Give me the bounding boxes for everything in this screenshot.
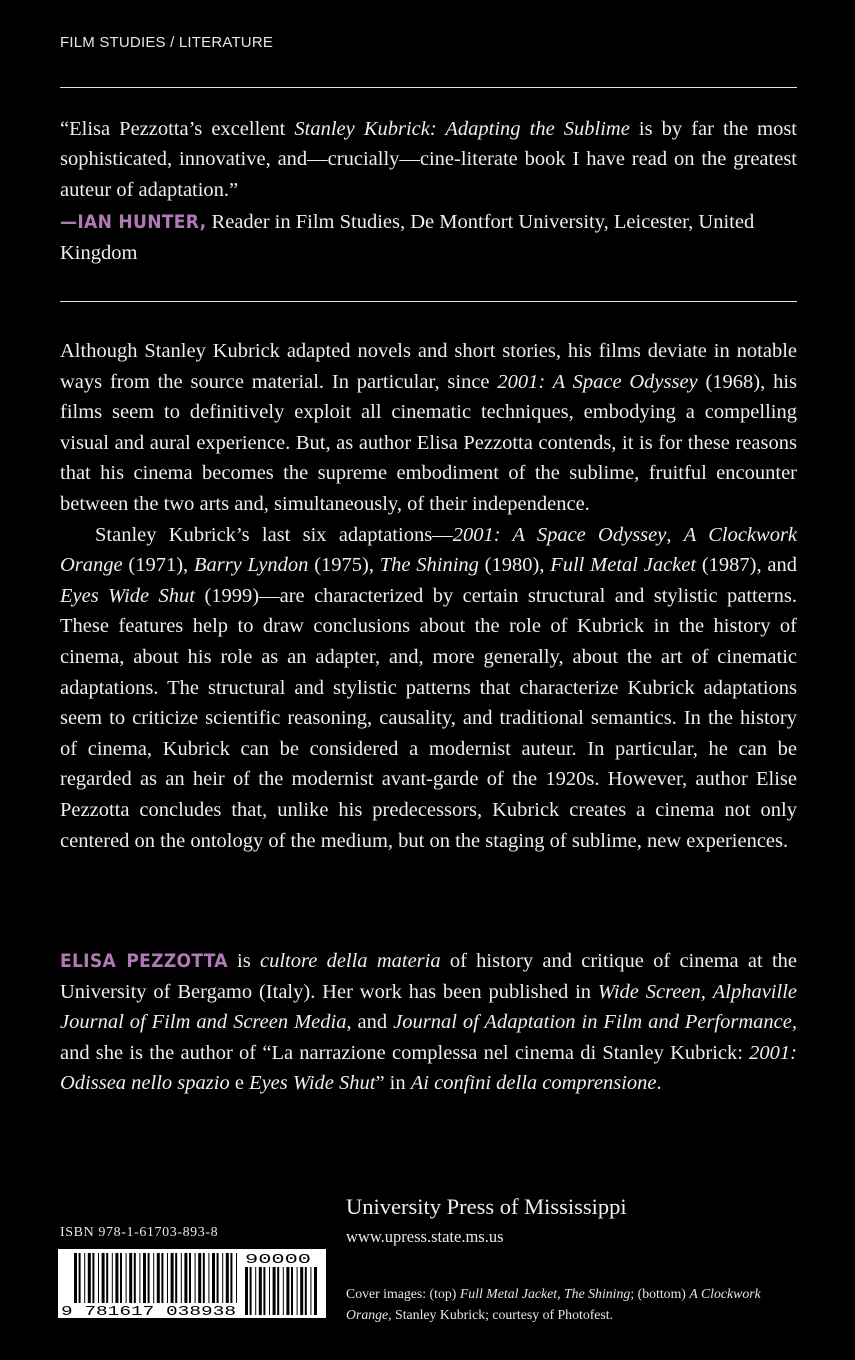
barcode-bar — [310, 1267, 311, 1315]
barcode-bar — [277, 1267, 279, 1315]
barcode-bar — [198, 1253, 201, 1303]
barcode-bar — [106, 1253, 108, 1303]
barcode-graphic — [58, 1249, 326, 1318]
category-label: FILM STUDIES / LITERATURE — [60, 34, 274, 51]
barcode-bar — [255, 1267, 256, 1315]
barcode-bar — [92, 1253, 94, 1303]
barcode-bar — [143, 1253, 146, 1303]
barcode-bar — [226, 1253, 229, 1303]
barcode-bar — [157, 1253, 160, 1303]
barcode-bar — [283, 1267, 284, 1315]
barcode-bar — [195, 1253, 196, 1303]
barcode-bar — [98, 1253, 99, 1303]
divider-top — [60, 87, 797, 88]
barcode-bar — [291, 1267, 293, 1315]
barcode-bar — [126, 1253, 127, 1303]
barcode-bar — [161, 1253, 163, 1303]
barcode-bar — [88, 1253, 91, 1303]
barcode-bar — [181, 1253, 182, 1303]
barcode-bar — [167, 1253, 168, 1303]
barcode-bar — [208, 1253, 209, 1303]
barcode-bar — [259, 1267, 262, 1315]
barcode-bar — [79, 1253, 81, 1303]
barcode-bar — [112, 1253, 113, 1303]
divider-middle — [60, 301, 797, 302]
cover-credit: Cover images: (top) Full Metal Jacket, The Shining; (bottom) A Clockwork Orange, Stanley Kubrick; courtesy of Photofest. — [346, 1286, 761, 1322]
barcode-bar — [102, 1253, 105, 1303]
book-description — [60, 336, 797, 856]
barcode-bar — [203, 1253, 205, 1303]
barcode-bar — [134, 1253, 136, 1303]
price-code: 90000 — [245, 1252, 311, 1268]
barcode-bar — [250, 1267, 252, 1315]
barcode-bar — [189, 1253, 191, 1303]
barcode-bar — [148, 1253, 150, 1303]
barcode — [58, 1249, 326, 1318]
barcode-bar — [74, 1253, 77, 1303]
barcode-bar — [175, 1253, 177, 1303]
barcode-digits: 9 781617 038938 — [61, 1304, 236, 1318]
ean13-bars — [74, 1253, 237, 1303]
barcode-bar — [305, 1267, 307, 1315]
price-addon-bars — [245, 1267, 317, 1315]
barcode-bar — [171, 1253, 174, 1303]
barcode-bar — [139, 1253, 140, 1303]
barcode-bar — [217, 1253, 219, 1303]
barcode-bar — [153, 1253, 154, 1303]
barcode-bar — [286, 1267, 289, 1315]
publisher-url[interactable]: www.upress.state.ms.us — [346, 1227, 504, 1246]
barcode-bar — [314, 1267, 317, 1315]
barcode-bar — [129, 1253, 132, 1303]
review-attribution — [60, 207, 797, 268]
barcode-bar — [269, 1267, 270, 1315]
description-paragraph-2: Stanley Kubrick’s last six adaptations—2001: A Space Odyssey, A Clockwork Orange (1971), Barry Lyndon (1975), The Shining (1980), Full Metal Jacket (1987), and Eyes Wide Shut (1999)—are characterized by certain structural and stylistic patterns. These features help to draw conclusions about the role of Kubrick in the history of cinema, about his role as an adapter, and, more generally, about the art of cinematic adaptations. The structural and stylistic patterns that characterize Kubrick adaptations seem to criticize scientific reasoning, causality, and traditional semantics. In the history of cinema, Kubrick can be considered a modernist auteur. In particular, he can be regarded as an heir of the modernist avant-garde of the 1920s. However, author Elise Pezzotta concludes that, unlike his predecessors, Kubrick creates a cinema not only centered on the ontology of the medium, but on the staging of sublime, new experiences. — [60, 523, 798, 852]
barcode-bar — [212, 1253, 215, 1303]
review-quote: “Elisa Pezzotta’s excellent Stanley Kubrick: Adapting the Sublime is by far the most sophisticated, innovative, and—crucially—cine-literate book I have read on the greatest auteur of adaptation.” — [60, 118, 798, 201]
barcode-bar — [230, 1253, 232, 1303]
barcode-bar — [84, 1253, 85, 1303]
reviewer-name: —IAN HUNTER, — [60, 211, 207, 234]
publisher-name: University Press of Mississippi — [346, 1194, 627, 1219]
barcode-bar — [300, 1267, 303, 1315]
author-name: ELISA PEZZOTTA — [60, 950, 228, 972]
barcode-bar — [297, 1267, 298, 1315]
review-blurb — [60, 114, 797, 268]
description-paragraph-1: Although Stanley Kubrick adapted novels and short stories, his films deviate in notable ways from the source material. In particular, since 2001: A Space Odyssey (1968), his films seem to definitively exploit all cinematic techniques, embodying a compelling visual and aural experience. But, as author Elisa Pezzotta contends, it is for these reasons that his cinema becomes the supreme embodiment of the sublime, fruitful encounter between the two arts and, simultaneously, of their independence. — [60, 340, 797, 515]
barcode-bar — [263, 1267, 265, 1315]
barcode-bar — [115, 1253, 118, 1303]
barcode-bar — [222, 1253, 223, 1303]
author-bio — [60, 946, 797, 1099]
isbn-number: ISBN 978-1-61703-893-8 — [60, 1225, 219, 1240]
barcode-bar — [120, 1253, 122, 1303]
book-title: Stanley Kubrick: Adapting the Sublime — [294, 118, 630, 140]
reviewer-role: Reader in Film Studies, De Montfort University, Leicester, United Kingdom — [60, 211, 755, 264]
barcode-bar — [273, 1267, 276, 1315]
author-bio-text: ELISA PEZZOTTA is cultore della materia of history and critique of cinema at the University of Bergamo (Italy). Her work has been published in Wide Screen, Alphaville Journal of Film and Screen Media, and Journal of Adaptation in Film and Performance, and she is the author of “La narrazione complessa nel cinema di Stanley Kubrick: 2001: Odissea nello spazio e Eyes Wide Shut” in Ai confini della comprensione. — [60, 950, 797, 1095]
barcode-bar — [184, 1253, 187, 1303]
barcode-bar — [245, 1267, 248, 1315]
barcode-bar — [236, 1253, 237, 1303]
